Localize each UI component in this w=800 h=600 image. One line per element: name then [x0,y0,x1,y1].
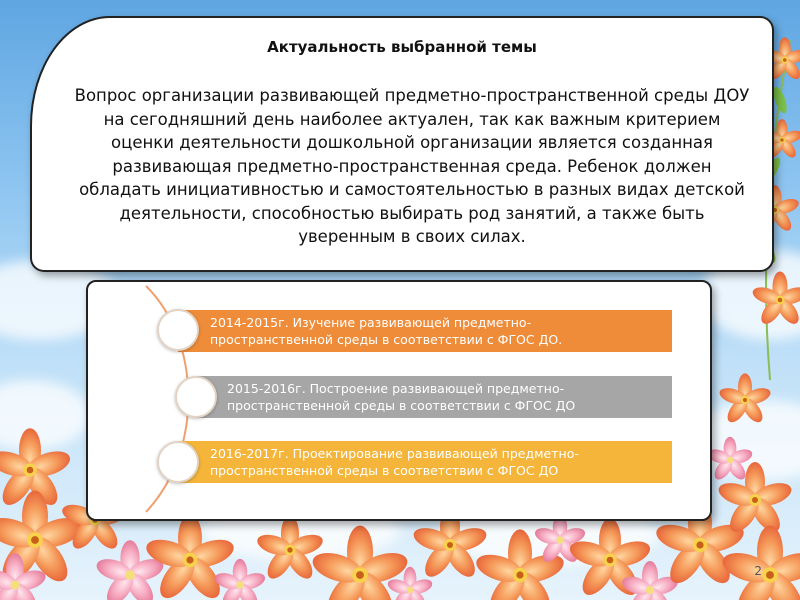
timeline-item-line1: 2015-2016г. Построение развивающей предметно- [227,381,565,396]
timeline-item-line2: пространственной среды в соответствии с ФГОС ДО. [210,332,563,347]
topic-relevance-card [30,16,774,272]
timeline-item-2015-2016 [197,376,672,418]
timeline-marker-circle [157,309,199,351]
timeline-marker-circle [157,441,199,483]
timeline-item-line1: 2016-2017г. Проектирование развивающей предметно- [210,446,579,461]
timeline-item-line2: пространственной среды в соответствии с ФГОС ДО [210,463,559,478]
timeline-marker-circle [175,376,217,418]
slide-number: 2 [754,564,762,578]
timeline-item-line1: 2014-2015г. Изучение развивающей предметно- [210,315,532,330]
timeline-item-line2: пространственной среды в соответствии с ФГОС ДО [227,398,576,413]
card-title: Актуальность выбранной темы [267,38,537,56]
card-body-text: Вопрос организации развивающей предметно-пространственной среды ДОУ на сегодняшний день наиболее актуален, так как важным критерием оценки деятельности дошкольной организации является созданная развивающая предметно-пространственная среда. Ребенок должен обладать инициативностью и самостоятельностью в разных видах детской деятельности, способностью выбирать род занятий, а также быть уверенным в своих силах. [74,86,750,246]
timeline-item-2016-2017 [178,441,672,483]
timeline-item-2014-2015 [178,310,672,352]
